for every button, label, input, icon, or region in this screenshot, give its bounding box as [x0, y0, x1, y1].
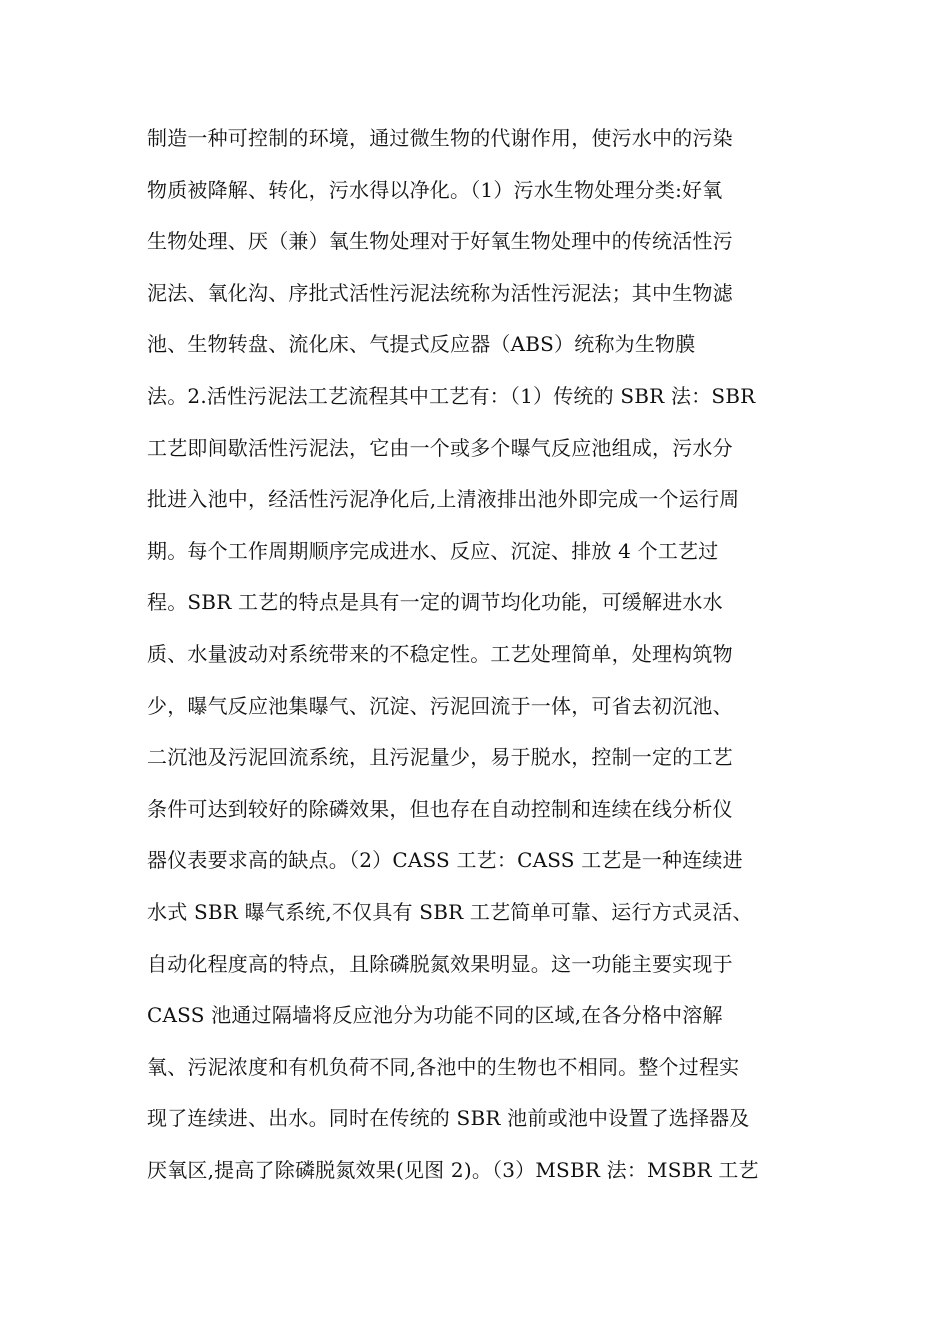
text-line: 批进入池中，经活性污泥净化后,上清液排出池外即完成一个运行周 [147, 487, 740, 512]
text-line: 泥法、氧化沟、序批式活性污泥法统称为活性污泥法；其中生物滤 [147, 280, 733, 305]
text-line: 少，曝气反应池集曝气、沉淀、污泥回流于一体，可省去初沉池、 [147, 693, 733, 718]
text-line: 厌氧区,提高了除磷脱氮效果(见图 2)。（3）MSBR 法：MSBR 工艺 [147, 1157, 759, 1182]
text-line: 器仪表要求高的缺点。（2）CASS 工艺：CASS 工艺是一种连续进 [147, 848, 743, 873]
text-line: 物质被降解、转化，污水得以净化。（1）污水生物处理分类:好氧 [147, 177, 723, 202]
text-line: 制造一种可控制的环境，通过微生物的代谢作用，使污水中的污染 [147, 126, 733, 150]
text-line: 现了连续进、出水。同时在传统的 SBR 池前或池中设置了选择器及 [147, 1106, 750, 1131]
text-line: 期。每个工作周期顺序完成进水、反应、沉淀、排放 4 个工艺过 [147, 538, 719, 563]
text-line: 二沉池及污泥回流系统，且污泥量少，易于脱水，控制一定的工艺 [147, 745, 733, 770]
text-line: 氧、污泥浓度和有机负荷不同,各池中的生物也不相同。整个过程实 [147, 1054, 740, 1079]
text-line: 水式 SBR 曝气系统,不仅具有 SBR 工艺简单可靠、运行方式灵活、 [147, 899, 753, 924]
text-line: CASS 池通过隔墙将反应池分为功能不同的区域,在各分格中溶解 [147, 1003, 723, 1028]
text-line: 自动化程度高的特点，且除磷脱氮效果明显。这一功能主要实现于 [147, 951, 733, 976]
text-line: 法。2.活性污泥法工艺流程其中工艺有：（1）传统的 SBR 法：SBR [147, 383, 756, 408]
text-line: 质、水量波动对系统带来的不稳定性。工艺处理简单，处理构筑物 [147, 641, 733, 666]
text-line: 池、生物转盘、流化床、气提式反应器（ABS）统称为生物膜 [147, 332, 696, 357]
text-line: 生物处理、厌（兼）氧生物处理对于好氧生物处理中的传统活性污 [147, 229, 733, 254]
text-line: 工艺即间歇活性污泥法，它由一个或多个曝气反应池组成，污水分 [147, 435, 733, 460]
text-line: 程。SBR 工艺的特点是具有一定的调节均化功能，可缓解进水水 [147, 590, 723, 615]
text-line: 条件可达到较好的除磷效果，但也存在自动控制和连续在线分析仪 [147, 796, 733, 821]
body-text [147, 113, 807, 1196]
